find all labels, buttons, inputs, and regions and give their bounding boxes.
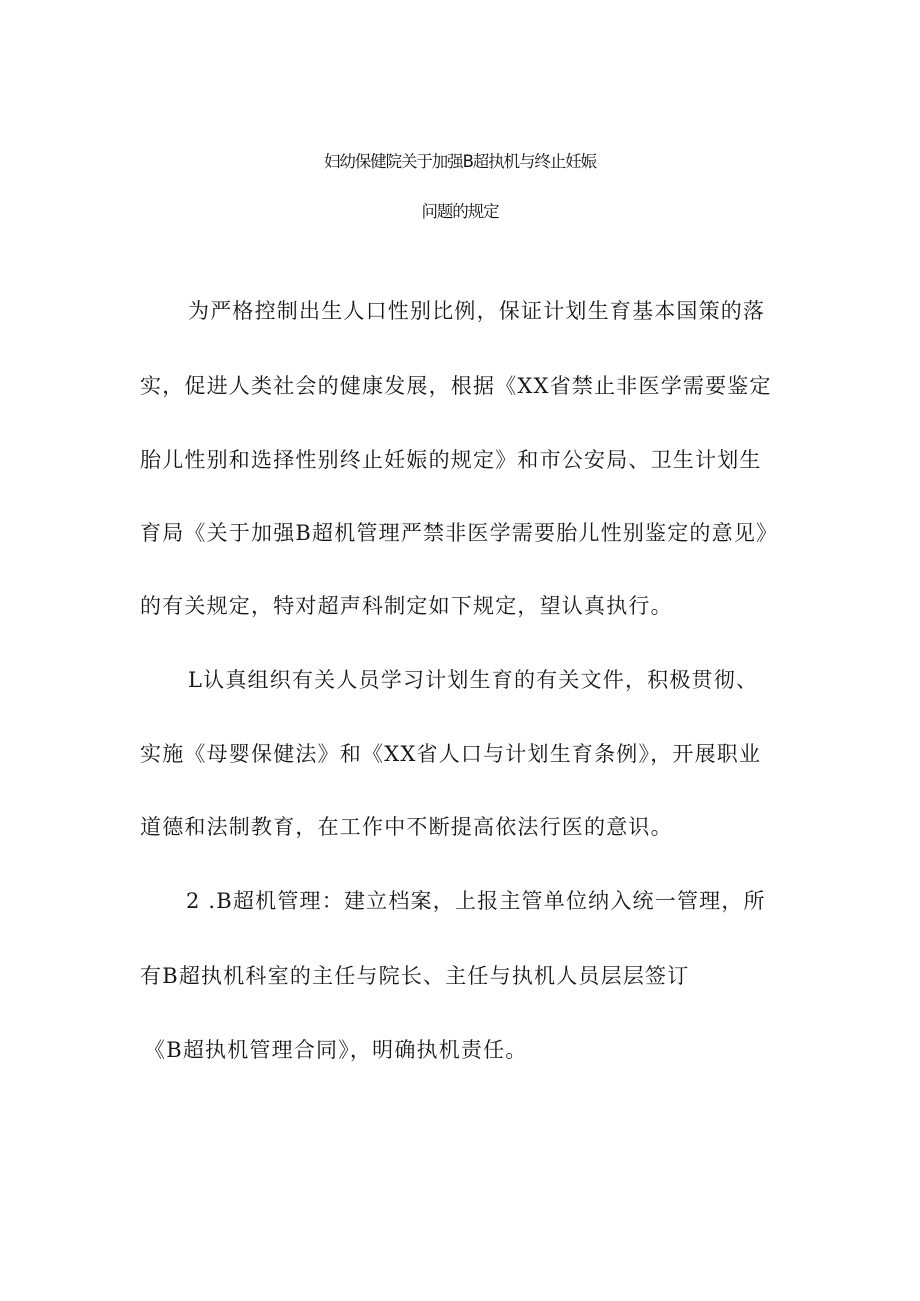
paragraph-line: L认真组织有关人员学习计划生育的有关文件，积极贯彻、 bbox=[188, 668, 759, 692]
paragraph-line: 2 .B超机管理：建立档案，上报主管单位纳入统一管理，所 bbox=[186, 889, 766, 913]
paragraph-line: 实，促进人类社会的健康发展，根据《XX省禁止非医学需要鉴定 bbox=[140, 374, 772, 398]
document-title-line-1: 妇幼保健院关于加强B超执机与终止妊娠 bbox=[323, 152, 597, 171]
paragraph-line: 育局《关于加强B超机管理严禁非医学需要胎儿性别鉴定的意见》 bbox=[140, 521, 779, 545]
paragraph-line: 道德和法制教育，在工作中不断提高依法行医的意识。 bbox=[140, 815, 673, 839]
document-title-line-2: 问题的规定 bbox=[421, 202, 499, 221]
paragraph-line: 实施《母婴保健法》和《XX省人口与计划生育条例》，开展职业 bbox=[140, 742, 762, 766]
paragraph-line: 的有关规定，特对超声科制定如下规定，望认真执行。 bbox=[140, 594, 673, 618]
paragraph-line: 《B超执机管理合同》，明确执机责任。 bbox=[144, 1038, 528, 1062]
paragraph-line: 有B超执机科室的主任与院长、主任与执机人员层层签订 bbox=[140, 964, 690, 988]
paragraph-line: 胎儿性别和选择性别终止妊娠的规定》和市公安局、卫生计划生 bbox=[140, 448, 762, 472]
paragraph-line: 为严格控制出生人口性别比例，保证计划生育基本国策的落 bbox=[188, 299, 766, 323]
